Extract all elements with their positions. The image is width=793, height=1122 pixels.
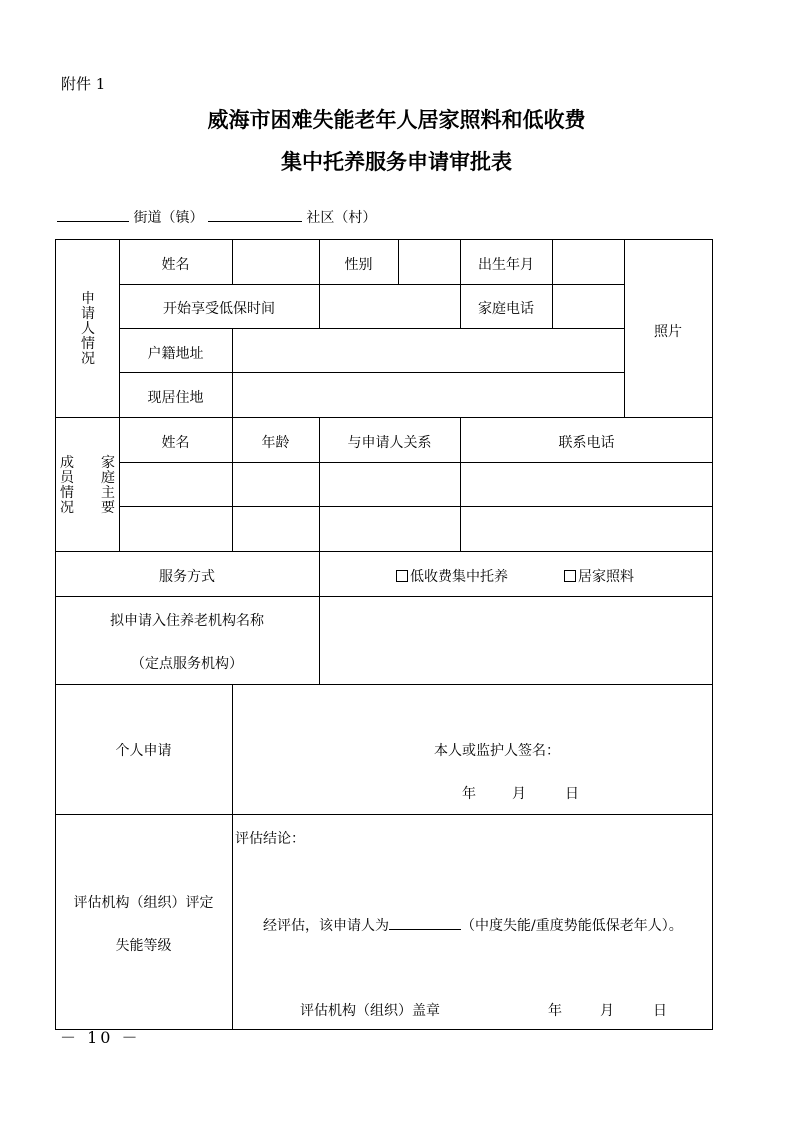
personal-label: 个人申请 bbox=[115, 743, 172, 759]
field-name[interactable] bbox=[233, 241, 319, 283]
field-hukou[interactable] bbox=[233, 329, 624, 371]
signature-label: 本人或监护人签名： bbox=[434, 743, 560, 759]
family-header-phone: 联系电话 bbox=[558, 435, 615, 451]
field-phone[interactable] bbox=[553, 285, 624, 327]
page-number: － 10 － bbox=[60, 1028, 141, 1047]
label-gender: 性别 bbox=[344, 257, 373, 273]
label-birth: 出生年月 bbox=[478, 257, 534, 273]
assessment-statement: 经评估，该申请人为 （中度失能/重度势能低保老年人）。 bbox=[263, 915, 683, 935]
assessment-label: 评估机构（组织）评定 bbox=[73, 895, 214, 911]
institution-label: 拟申请入住养老机构名称 bbox=[110, 613, 264, 629]
label-dibao-start: 开始享受低保时间 bbox=[163, 301, 275, 317]
institution-sublabel: （定点服务机构） bbox=[131, 656, 243, 672]
street-label: 街道（镇） bbox=[133, 210, 204, 226]
family-row[interactable] bbox=[120, 463, 712, 505]
field-institution[interactable] bbox=[320, 597, 712, 683]
label-phone: 家庭电话 bbox=[478, 301, 534, 317]
family-header-relation: 与申请人关系 bbox=[347, 435, 432, 451]
field-gender[interactable] bbox=[399, 241, 460, 283]
label-hukou: 户籍地址 bbox=[147, 346, 204, 362]
field-dibao-start[interactable] bbox=[320, 285, 460, 327]
assessment-date-year: 年 bbox=[548, 1003, 562, 1019]
checkbox-icon[interactable] bbox=[396, 570, 408, 582]
family-row[interactable] bbox=[120, 507, 712, 550]
assessment-sublabel: 失能等级 bbox=[115, 938, 172, 954]
label-name: 姓名 bbox=[161, 257, 190, 273]
family-label-col1: 成员情况 bbox=[60, 455, 74, 516]
field-residence[interactable] bbox=[233, 373, 624, 416]
page-title-line2: 集中托养服务申请审批表 bbox=[281, 149, 512, 174]
date-year: 年 bbox=[462, 786, 476, 802]
date-day: 日 bbox=[565, 786, 579, 802]
assessment-result-blank[interactable] bbox=[389, 915, 461, 930]
checkbox-icon[interactable] bbox=[564, 570, 576, 582]
assessment-date-month: 月 bbox=[600, 1003, 614, 1019]
community-label: 社区（村） bbox=[306, 210, 377, 226]
service-option-concentrated[interactable]: 低收费集中托养 bbox=[396, 566, 508, 586]
assessment-seal-label: 评估机构（组织）盖章 bbox=[300, 1003, 440, 1019]
field-birth[interactable] bbox=[553, 241, 624, 283]
attachment-label: 附件 1 bbox=[61, 75, 106, 93]
label-residence: 现居住地 bbox=[147, 390, 204, 406]
service-label: 服务方式 bbox=[159, 569, 215, 585]
family-header-age: 年龄 bbox=[261, 435, 290, 451]
service-option-home-care[interactable]: 居家照料 bbox=[564, 566, 634, 586]
family-header-name: 姓名 bbox=[161, 435, 190, 451]
assessment-conclusion-label: 评估结论： bbox=[235, 831, 305, 847]
date-month: 月 bbox=[512, 786, 526, 802]
family-label-col2: 家庭主要 bbox=[101, 455, 115, 516]
applicant-section-label: 申请人情况 bbox=[81, 291, 95, 367]
assessment-date-day: 日 bbox=[653, 1003, 667, 1019]
page-title-line1: 威海市困难失能老年人居家照料和低收费 bbox=[207, 107, 586, 132]
photo-label: 照片 bbox=[654, 324, 682, 340]
